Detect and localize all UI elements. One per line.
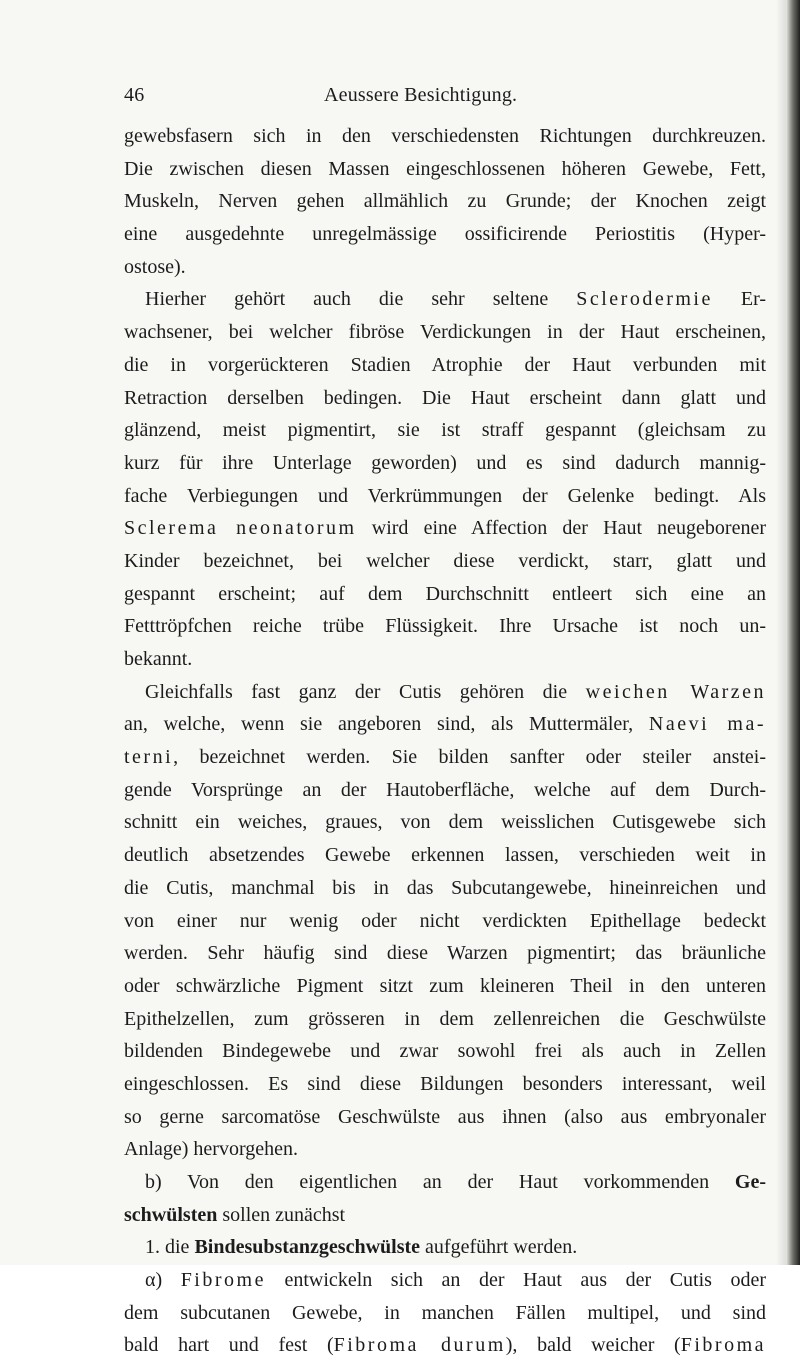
text-line: so gerne sarcomatöse Geschwülste aus ihnen (also aus embryonaler: [124, 1105, 766, 1128]
text-line: die in vorgerückteren Stadien Atrophie der Haut verbunden mit: [124, 353, 766, 376]
term-weiche-warzen: weichen Warzen: [585, 680, 766, 703]
running-head: Aeussere Besichtigung.: [324, 84, 518, 106]
text-line: Epithelzellen, zum grösseren in dem zellenreichen die Geschwülste: [124, 1007, 766, 1030]
text-line: 1. die Bindesubstanzgeschwülste aufgeführt werden.: [145, 1236, 578, 1259]
term-geschwuelsten-cont: schwülsten: [124, 1203, 218, 1226]
text-line: wachsener, bei welcher fibröse Verdickungen in der Haut erscheinen,: [124, 321, 766, 344]
text-line: Sclerema neonatorum wird eine Affection der Haut neugeborener: [124, 517, 766, 540]
term-bindesubstanzgeschwuelste: Bindesubstanzgeschwülste: [194, 1236, 421, 1259]
text-line: Muskeln, Nerven gehen allmählich zu Grunde; der Knochen zeigt: [124, 190, 766, 213]
text-line: schnitt ein weiches, graues, von dem weisslichen Cutisgewebe sich: [124, 811, 766, 834]
text-line: Die zwischen diesen Massen eingeschlossenen höheren Gewebe, Fett,: [124, 157, 766, 180]
text-line: oder schwärzliche Pigment sitzt zum kleineren Theil in den unteren: [124, 974, 766, 997]
text-line: kurz für ihre Unterlage geworden) und es sind dadurch mannig-: [124, 451, 766, 474]
term-geschwuelsten: Ge-: [734, 1171, 766, 1193]
text-line: an, welche, wenn sie angeboren sind, als Muttermäler, Naevi ma-: [124, 713, 766, 736]
text-line: eingeschlossen. Es sind diese Bildungen besonders interessant, weil: [124, 1072, 766, 1095]
text-line: ostose).: [124, 255, 186, 278]
term-fibrome: Fibrome: [180, 1269, 266, 1292]
text-line: gende Vorsprünge an der Hautoberfläche, welche auf dem Durch-: [124, 778, 766, 801]
text-line: Hierher gehört auch die sehr seltene Sclerodermie Er-: [145, 288, 767, 311]
text-line: bald hart und fest (Fibroma durum), bald weicher (Fibroma: [124, 1334, 767, 1357]
text-line: Gleichfalls fast ganz der Cutis gehören die weichen Warzen: [145, 680, 766, 703]
text-line: deutlich absetzendes Gewebe erkennen lassen, verschieden weit in: [124, 844, 766, 867]
term-materni: terni: [124, 746, 174, 769]
term-naevi: Naevi ma-: [648, 713, 766, 736]
text-line: von einer nur wenig oder nicht verdickten Epithellage bedeckt: [124, 909, 766, 932]
term-sclerodermie: Sclerodermie: [576, 288, 713, 311]
text-line: Anlage) hervorgehen.: [124, 1138, 299, 1161]
text-line: α) Fibrome entwickeln sich an der Haut aus der Cutis oder: [145, 1269, 767, 1292]
page-edge-shadow: [776, 0, 786, 1265]
page-number: 46: [124, 84, 145, 106]
term-fibroma: Fibroma: [680, 1334, 767, 1357]
text-line: terni, bezeichnet werden. Sie bilden sanfter oder steiler anstei-: [124, 746, 766, 769]
text-line: werden. Sehr häufig sind diese Warzen pigmentirt; das bräunliche: [124, 942, 766, 965]
text-line: bildenden Bindegewebe und zwar sowohl frei als auch in Zellen: [124, 1040, 766, 1063]
text-line: schwülsten sollen zunächst: [124, 1203, 346, 1226]
text-line: Kinder bezeichnet, bei welcher diese verdickt, starr, glatt und: [124, 549, 766, 572]
text-line: glänzend, meist pigmentirt, sie ist straff gespannt (gleichsam zu: [124, 419, 766, 442]
term-fibroma-durum: Fibroma durum: [333, 1334, 506, 1357]
text-line: bekannt.: [124, 648, 193, 670]
text-line: gewebsfasern sich in den verschiedensten Richtungen durchkreuzen.: [124, 125, 766, 147]
text-line: fache Verbiegungen und Verkrümmungen der Gelenke bedingt. Als: [124, 484, 766, 507]
text-line: Fetttröpfchen reiche trübe Flüssigkeit. Ihre Ursache ist noch un-: [124, 615, 766, 638]
body-text: [124, 120, 766, 1362]
page-edge: [786, 0, 800, 1265]
text-line: eine ausgedehnte unregelmässige ossificirende Periostitis (Hyper-: [124, 223, 766, 246]
text-line: b) Von den eigentlichen an der Haut vorkommenden Ge-: [145, 1171, 766, 1193]
text-line: gespannt erscheint; auf dem Durchschnitt entleert sich eine an: [124, 582, 766, 605]
term-sclerema: Sclerema neonatorum: [124, 517, 357, 540]
text-line: dem subcutanen Gewebe, in manchen Fällen multipel, und sind: [124, 1301, 766, 1324]
page-header: [124, 84, 764, 110]
text-line: die Cutis, manchmal bis in das Subcutangewebe, hineinreichen und: [124, 876, 766, 899]
text-line: Retraction derselben bedingen. Die Haut erscheint dann glatt und: [124, 386, 766, 409]
